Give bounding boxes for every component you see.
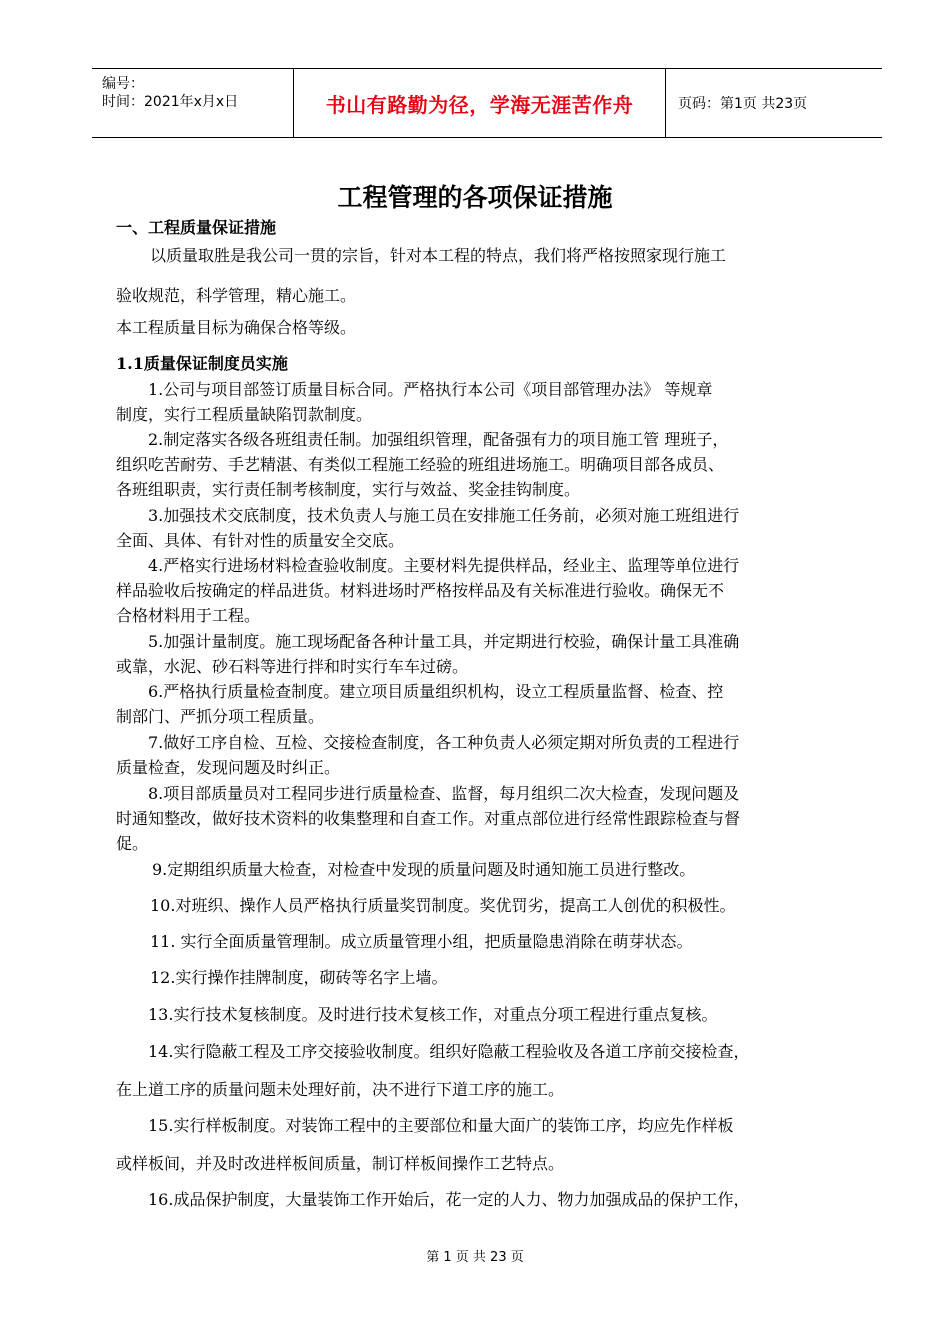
body-line: 6.严格执行质量检查制度。建立项目质量组织机构，设立工程质量监督、检查、控 xyxy=(148,682,724,701)
body-line: 或靠，水泥、砂石料等进行拌和时实行车车过磅。 xyxy=(116,657,469,676)
document-title: 工程管理的各项保证措施 xyxy=(337,183,613,212)
body-line: 3.加强技术交底制度，技术负责人与施工员在安排施工任务前，必须对施工班组进行 xyxy=(148,506,740,525)
body-line: 在上道工序的质量问题未处理好前，决不进行下道工序的施工。 xyxy=(116,1080,565,1099)
page-footer: 第 1 页 共 23 页 xyxy=(426,1250,524,1265)
body-line: 13.实行技术复核制度。及时进行技术复核工作，对重点分项工程进行重点复核。 xyxy=(148,1005,718,1024)
header-number-label: 编号： xyxy=(102,76,144,92)
body-line: 制度，实行工程质量缺陷罚款制度。 xyxy=(116,405,373,424)
body-line: 4.严格实行进场材料检查验收制度。主要材料先提供样品，经业主、监理等单位进行 xyxy=(148,556,740,575)
body-line: 组织吃苦耐劳、手艺精湛、有类似工程施工经验的班组进场施工。明确项目部各成员、 xyxy=(116,455,725,474)
intro-line: 以质量取胜是我公司一贯的宗旨，针对本工程的特点，我们将严格按照家现行施工 xyxy=(150,246,727,265)
body-line: 9.定期组织质量大检查，对检查中发现的质量问题及时通知施工员进行整改。 xyxy=(152,860,696,879)
header-motto: 书山有路勤为径，学海无涯苦作舟 xyxy=(325,92,634,117)
body-line: 样品验收后按确定的样品进货。材料进场时严格按样品及有关标准进行验收。确保无不 xyxy=(116,581,725,600)
body-line: 8.项目部质量员对工程同步进行质量检查、监督，每月组织二次大检查，发现问题及 xyxy=(148,784,740,803)
body-line: 10.对班织、操作人员严格执行质量奖罚制度。奖优罚劣，提高工人创优的积极性。 xyxy=(150,896,736,915)
header-motto-cell xyxy=(294,69,666,137)
body-line: 全面、具体、有针对性的质量安全交底。 xyxy=(116,531,405,550)
subsection-heading: 1.1质量保证制度员实施 xyxy=(116,354,288,373)
section-heading: 一、工程质量保证措施 xyxy=(116,218,277,237)
header-meta-cell xyxy=(92,69,294,137)
body-line: 或样板间，并及时改进样板间质量，制订样板间操作工艺特点。 xyxy=(116,1154,565,1173)
body-line: 时通知整改，做好技术资料的收集整理和自查工作。对重点部位进行经常性跟踪检查与督 xyxy=(116,809,741,828)
body-line: 12.实行操作挂牌制度，砌砖等名字上墙。 xyxy=(150,968,448,987)
header-time-label: 时间：2021年x月x日 xyxy=(102,94,239,110)
body-line: 合格材料用于工程。 xyxy=(116,606,261,625)
body-line: 1.公司与项目部签订质量目标合同。严格执行本公司《项目部管理办法》 等规章 xyxy=(148,380,713,399)
body-line: 5.加强计量制度。施工现场配备各种计量工具，并定期进行校验，确保计量工具准确 xyxy=(148,632,740,651)
intro-line: 验收规范，科学管理，精心施工。 xyxy=(116,286,357,305)
body-line: 促。 xyxy=(116,834,149,853)
header-page-label: 页码：第1页 共23页 xyxy=(678,96,808,112)
body-line: 11. 实行全面质量管理制。成立质量管理小组，把质量隐患消除在萌芽状态。 xyxy=(150,932,693,951)
intro-line: 本工程质量目标为确保合格等级。 xyxy=(116,318,357,337)
body-line: 7.做好工序自检、互检、交接检查制度，各工种负责人必须定期对所负责的工程进行 xyxy=(148,733,740,752)
body-line: 16.成品保护制度，大量装饰工作开始后，花一定的人力、物力加强成品的保护工作， xyxy=(148,1190,750,1209)
body-line: 各班组职责，实行责任制考核制度，实行与效益、奖金挂钩制度。 xyxy=(116,480,581,499)
document-header xyxy=(92,68,882,138)
body-line: 质量检查，发现问题及时纠正。 xyxy=(116,758,341,777)
body-line: 14.实行隐蔽工程及工序交接验收制度。组织好隐蔽工程验收及各道工序前交接检查， xyxy=(148,1042,750,1061)
body-line: 2.制定落实各级各班组责任制。加强组织管理，配备强有力的项目施工管 理班子， xyxy=(148,430,729,449)
body-line: 15.实行样板制度。对装饰工程中的主要部位和量大面广的装饰工序，均应先作样板 xyxy=(148,1116,734,1135)
header-page-cell xyxy=(666,69,882,137)
body-line: 制部门、严抓分项工程质量。 xyxy=(116,707,325,726)
